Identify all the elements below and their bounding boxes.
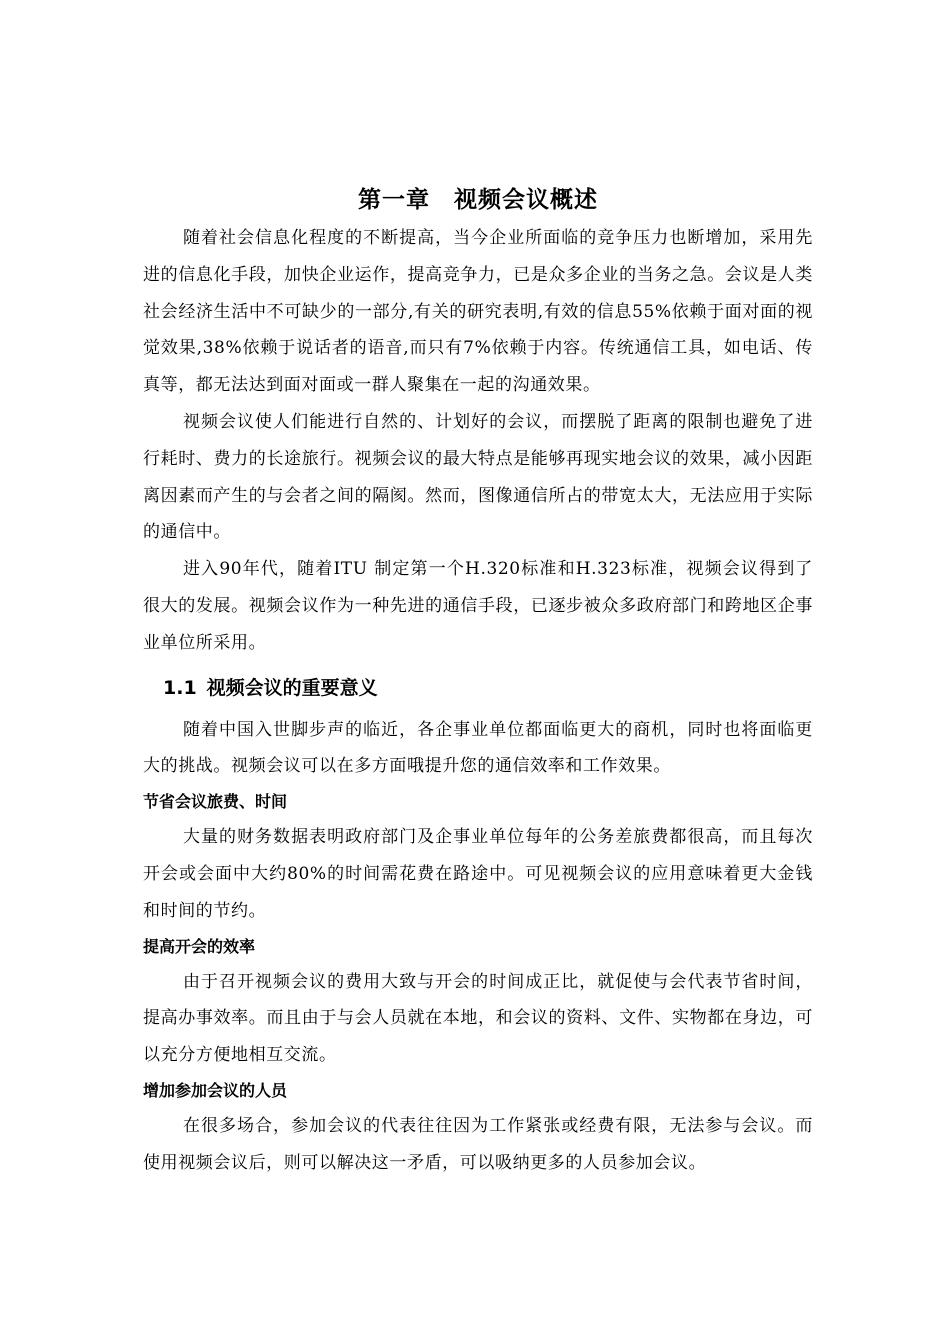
subsection-paragraph-travel: 大量的财务数据表明政府部门及企事业单位每年的公务差旅费都很高，而且每次开会或会面中大约80%的时间需花费在路途中。可见视频会议的应用意味着更大金钱和时间的节约。 [143, 827, 813, 921]
intro-paragraph-3: 进入90年代，随着ITU 制定第一个H.320标准和H.323标准，视频会议得到了很大的发展。视频会议作为一种先进的通信手段，已逐步被众多政府部门和跨地区企事业单位所采用。 [143, 559, 813, 653]
subsection-paragraph-attendees: 在很多场合，参加会议的代表往往因为工作紧张或经费有限，无法参与会议。而使用视频会议后，则可以解决这一矛盾，可以吸纳更多的人员参加会议。 [143, 1115, 813, 1173]
subsection-heading-efficiency: 提高开会的效率 [143, 936, 256, 956]
section-intro-paragraph: 随着中国入世脚步声的临近，各企事业单位都面临更大的商机，同时也将面临更大的挑战。视频会议可以在多方面哦提升您的通信效率和工作效果。 [143, 719, 813, 777]
section-number: 1.1 [163, 676, 197, 699]
chapter-name: 视频会议概述 [454, 187, 598, 213]
page-content [143, 180, 813, 1182]
section-heading [143, 664, 813, 712]
subsection-heading-travel: 节省会议旅费、时间 [143, 792, 288, 812]
chapter-title [143, 180, 813, 220]
intro-paragraph-2: 视频会议使人们能进行自然的、计划好的会议，而摆脱了距离的限制也避免了进行耗时、费力的长途旅行。视频会议的最大特点是能够再现实地会议的效果，减小因距离因素而产生的与会者之间的隔阂。然而，图像通信所占的带宽太大，无法应用于实际的通信中。 [143, 411, 813, 543]
subsection-heading-attendees: 增加参加会议的人员 [143, 1080, 288, 1100]
intro-paragraph-1: 随着社会信息化程度的不断提高，当今企业所面临的竞争压力也断增加，采用先进的信息化手段，加快企业运作，提高竞争力，已是众多企业的当务之急。会议是人类社会经济生活中不可缺少的一部分,有关的研究表明,有效的信息55%依赖于面对面的视觉效果,38%依赖于说话者的语音,而只有7%依赖于内容。传统通信工具，如电话、传真等，都无法达到面对面或一群人聚集在一起的沟通效果。 [143, 228, 813, 396]
chapter-number: 第一章 [358, 187, 430, 213]
section-name: 视频会议的重要意义 [206, 676, 378, 699]
subsection-paragraph-efficiency: 由于召开视频会议的费用大致与开会的时间成正比，就促使与会代表节省时间，提高办事效率。而且由于与会人员就在本地，和会议的资料、文件、实物都在身边，可以充分方便地相互交流。 [143, 971, 813, 1066]
